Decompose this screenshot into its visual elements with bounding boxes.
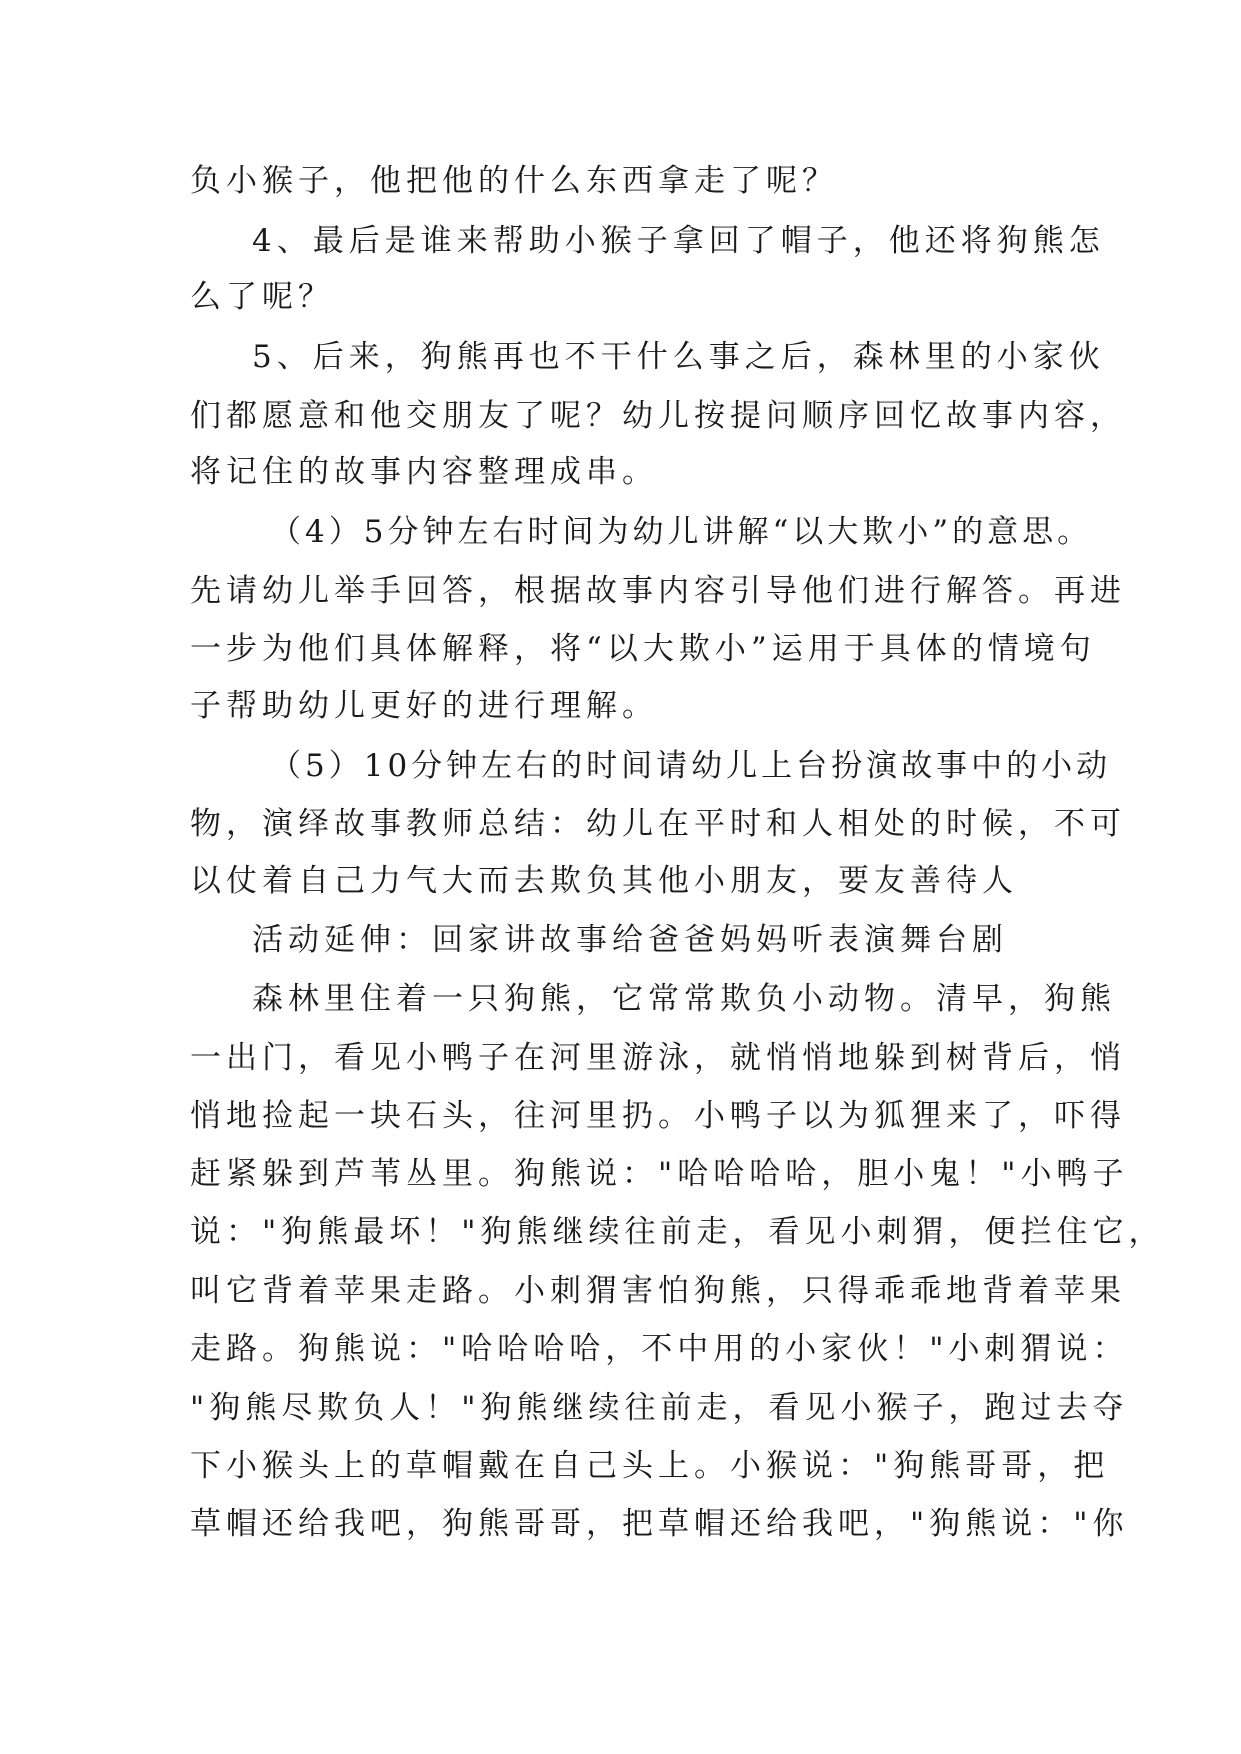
text-line: 先请幼儿举手回答，根据故事内容引导他们进行解答。再进 bbox=[190, 573, 1126, 609]
text-line: 一步为他们具体解释，将“以大欺小”运用于具体的情境句 bbox=[190, 631, 1096, 667]
text-line: 下小猴头上的草帽戴在自己头上。小猴说："狗熊哥哥，把 bbox=[190, 1448, 1110, 1484]
text-line: 5、后来，狗熊再也不干什么事之后，森林里的小家伙 bbox=[252, 339, 1105, 375]
text-line: 草帽还给我吧，狗熊哥哥，把草帽还给我吧，"狗熊说："你 bbox=[190, 1506, 1129, 1542]
text-line: 叫它背着苹果走路。小刺猬害怕狗熊，只得乖乖地背着苹果 bbox=[190, 1273, 1126, 1309]
text-line: 森林里住着一只狗熊，它常常欺负小动物。清早，狗熊 bbox=[252, 981, 1116, 1017]
text-line: 走路。狗熊说："哈哈哈哈，不中用的小家伙！"小刺猬说： bbox=[190, 1331, 1129, 1367]
text-line: （4）5分钟左右时间为幼儿讲解“以大欺小”的意思。 bbox=[270, 514, 1093, 550]
text-line: （5）10分钟左右的时间请幼儿上台扮演故事中的小动 bbox=[270, 748, 1112, 784]
text-line: 们都愿意和他交朋友了呢？幼儿按提问顺序回忆故事内容， bbox=[190, 398, 1126, 434]
text-line: 4、最后是谁来帮助小猴子拿回了帽子，他还将狗熊怎 bbox=[252, 223, 1105, 259]
text-line: 一出门，看见小鸭子在河里游泳，就悄悄地躲到树背后，悄 bbox=[190, 1040, 1126, 1076]
text-line: 物，演绎故事教师总结：幼儿在平时和人相处的时候，不可 bbox=[190, 806, 1126, 842]
text-line: 将记住的故事内容整理成串。 bbox=[190, 454, 658, 490]
text-line: 么了呢？ bbox=[190, 279, 334, 315]
text-line: 负小猴子，他把他的什么东西拿走了呢？ bbox=[190, 163, 838, 199]
text-line: 说："狗熊最坏！"狗熊继续往前走，看见小刺猬，便拦住它， bbox=[190, 1214, 1165, 1250]
text-line: 赶紧躲到芦苇丛里。狗熊说："哈哈哈哈，胆小鬼！"小鸭子 bbox=[190, 1156, 1129, 1192]
text-line: 以仗着自己力气大而去欺负其他小朋友，要友善待人 bbox=[190, 863, 1018, 899]
text-line: 活动延伸：回家讲故事给爸爸妈妈听表演舞台剧 bbox=[252, 922, 1008, 958]
text-line: 悄地捡起一块石头，往河里扔。小鸭子以为狐狸来了，吓得 bbox=[190, 1098, 1126, 1134]
text-line: 子帮助幼儿更好的进行理解。 bbox=[190, 688, 658, 724]
text-line: "狗熊尽欺负人！"狗熊继续往前走，看见小猴子，跑过去夺 bbox=[190, 1390, 1129, 1426]
